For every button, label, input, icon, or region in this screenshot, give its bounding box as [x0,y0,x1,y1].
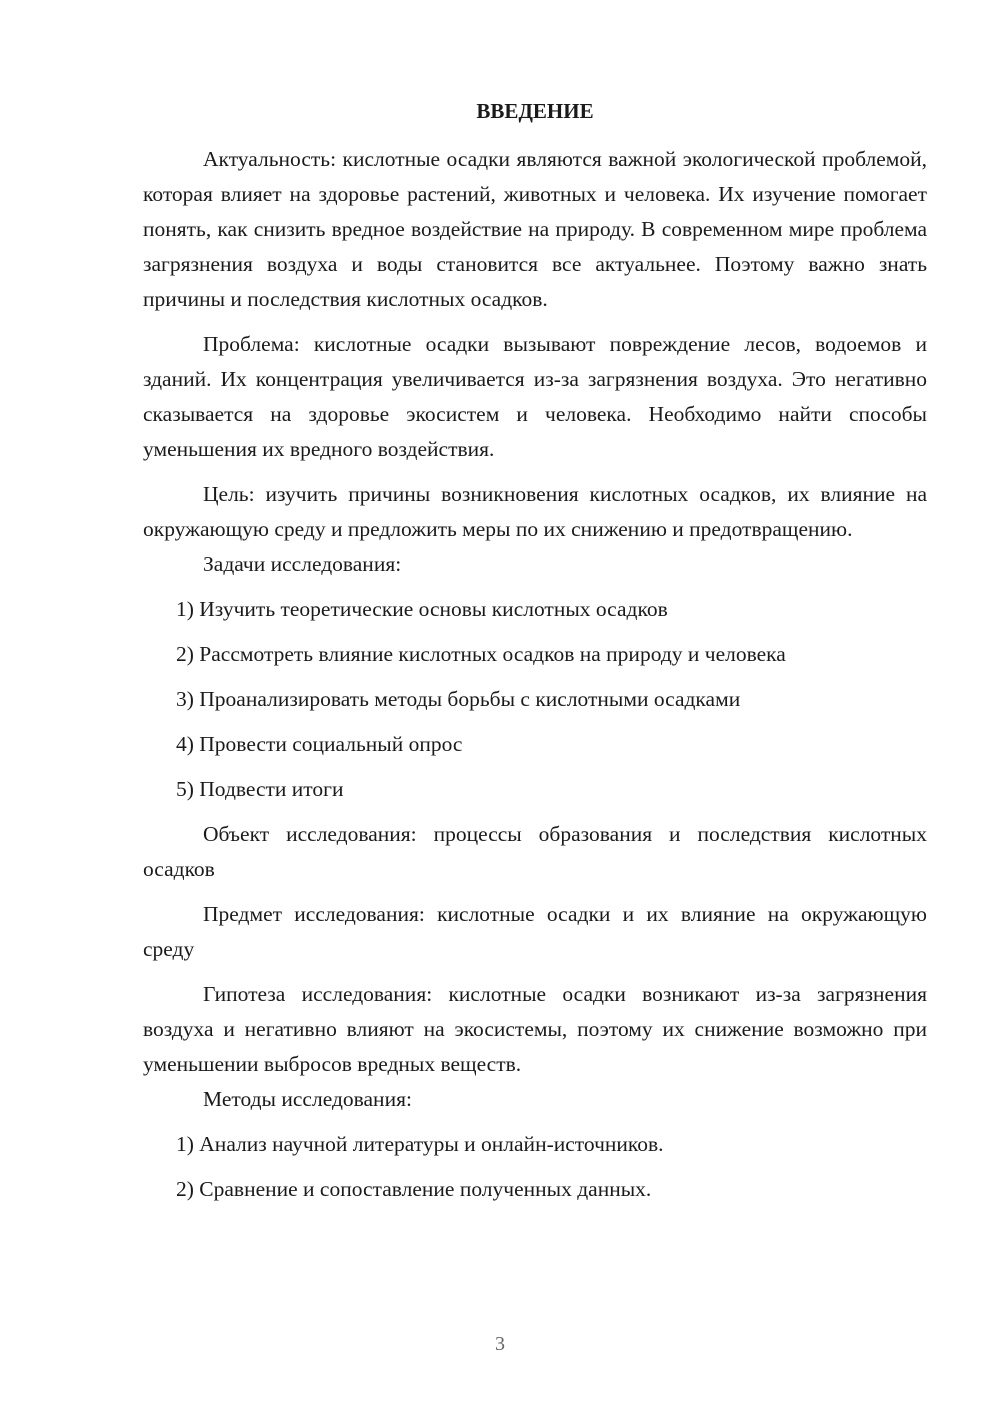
paragraph-object: Объект исследования: процессы образования и последствия кислотных осадков [143,822,927,881]
list-item: 4) Провести социальный опрос [176,732,463,756]
list-item: 3) Проанализировать методы борьбы с кислотными осадками [176,687,741,711]
list-item: 2) Рассмотреть влияние кислотных осадков на природу и человека [176,642,786,666]
section-heading: ВВЕДЕНИЕ [476,99,594,123]
tasks-label: Задачи исследования: [203,552,402,576]
paragraph-subject: Предмет исследования: кислотные осадки и их влияние на окружающую среду [143,902,927,961]
methods-label: Методы исследования: [203,1087,412,1111]
paragraph-goal: Цель: изучить причины возникновения кислотных осадков, их влияние на окружающую среду и предложить меры по их снижению и предотвращению. [143,482,927,541]
paragraph-relevance: Актуальность: кислотные осадки являются важной экологической проблемой, которая влияет на здоровье растений, животных и человека. Их изучение помогает понять, как снизить вредное воздействие на природу. В современном мире проблема загрязнения воздуха и воды становится все актуальнее. Поэтому важно знать причины и последствия кислотных осадков. [143,147,927,311]
methods-list [143,1127,927,1207]
paragraph-hypothesis: Гипотеза исследования: кислотные осадки возникают из-за загрязнения воздуха и негативно влияют на экосистемы, поэтому их снижение возможно при уменьшении выбросов вредных веществ. [143,982,927,1076]
page-content [143,142,927,1207]
paragraph-problem: Проблема: кислотные осадки вызывают повреждение лесов, водоемов и зданий. Их концентрация увеличивается из-за загрязнения воздуха. Это негативно сказывается на здоровье экосистем и человека. Необходимо найти способы уменьшения их вредного воздействия. [143,332,927,461]
list-item: 1) Анализ научной литературы и онлайн-источников. [176,1132,664,1156]
page-number: 3 [495,1333,505,1355]
list-item: 5) Подвести итоги [176,777,344,801]
tasks-list [143,592,927,807]
list-item: 1) Изучить теоретические основы кислотных осадков [176,597,668,621]
list-item: 2) Сравнение и сопоставление полученных данных. [176,1177,652,1201]
